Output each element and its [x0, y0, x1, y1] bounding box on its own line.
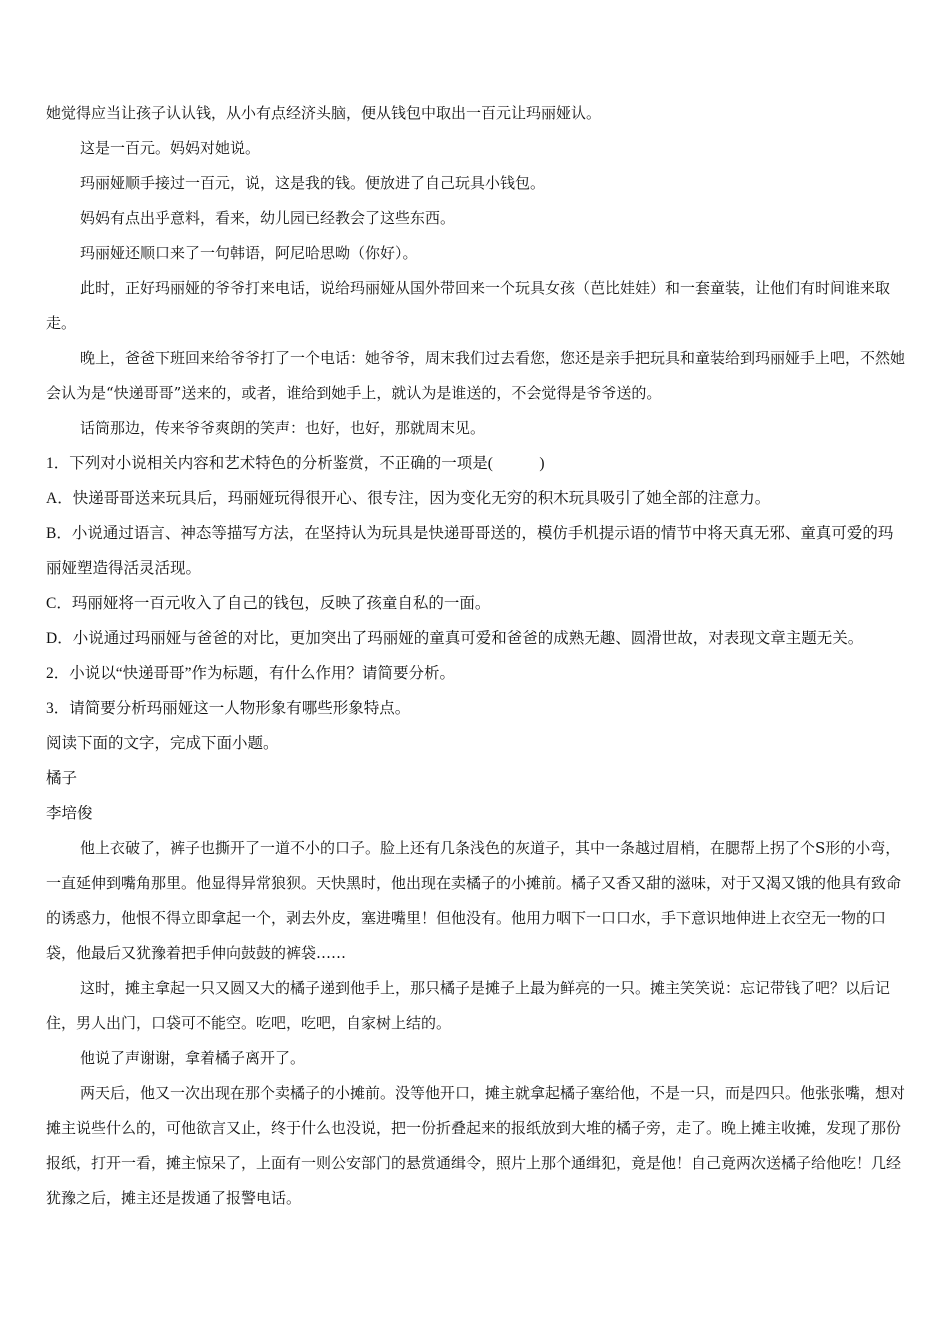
story-paragraph: 她觉得应当让孩子认认钱，从小有点经济头脑，便从钱包中取出一百元让玛丽娅认。	[46, 104, 602, 122]
story-paragraph: 他上衣破了，裤子也撕开了一道不小的口子。脸上还有几条浅色的灰道子，其中一条越过眉梢，在腮帮上拐了个S形的小弯，一直延伸到嘴角那里。他显得异常狼狈。天快黑时，他出现在卖橘子的小摊前。橘子又香又甜的滋味，对于又渴又饿的他具有致命的诱惑力，他恨不得立即拿起一个，剥去外皮，塞进嘴里！但他没有。他用力咽下一口口水，手下意识地伸进上衣空无一物的口袋，他最后又犹豫着把手伸向鼓鼓的裤袋……	[46, 839, 902, 962]
story-paragraph: 晚上，爸爸下班回来给爷爷打了一个电话：她爷爷，周末我们过去看您，您还是亲手把玩具和童装给到玛丽娅手上吧，不然她会认为是“快递哥哥”送来的，或者，谁给到她手上，就认为是谁送的，不会觉得是爷爷送的。	[46, 349, 906, 402]
question-2: 2．小说以“快递哥哥”作为标题，有什么作用？请简要分析。	[46, 665, 456, 682]
question-3: 3．请简要分析玛丽娅这一人物形象有哪些形象特点。	[46, 700, 411, 717]
story-paragraph: 话筒那边，传来爷爷爽朗的笑声：也好，也好，那就周末见。	[80, 419, 486, 437]
story-paragraph: 这是一百元。妈妈对她说。	[80, 139, 261, 157]
story-paragraph: 此时，正好玛丽娅的爷爷打来电话，说给玛丽娅从国外带回来一个玩具女孩（芭比娃娃）和一套童装，让他们有时间谁来取走。	[46, 279, 891, 332]
story-paragraph: 玛丽娅顺手接过一百元，说，这是我的钱。便放进了自己玩具小钱包。	[80, 174, 546, 192]
story-paragraph: 玛丽娅还顺口来了一句韩语，阿尼哈思呦（你好）。	[80, 244, 418, 262]
story-paragraph: 他说了声谢谢，拿着橘子离开了。	[80, 1049, 306, 1067]
option-d: D．小说通过玛丽娅与爸爸的对比，更加突出了玛丽娅的童真可爱和爸爸的成熟无趣、圆滑世故，对表现文章主题无关。	[46, 630, 864, 647]
option-b: B．小说通过语言、神态等描写方法，在坚持认为玩具是快递哥哥送的，模仿手机提示语的情节中将天真无邪、童真可爱的玛丽娅塑造得活灵活现。	[46, 525, 894, 577]
option-c: C．玛丽娅将一百元收入了自己的钱包，反映了孩童自私的一面。	[46, 595, 491, 612]
option-a: A．快递哥哥送来玩具后，玛丽娅玩得很开心、很专注，因为变化无穷的积木玩具吸引了她全部的注意力。	[46, 490, 771, 507]
story-paragraph: 妈妈有点出乎意料，看来，幼儿园已经教会了这些东西。	[80, 209, 456, 227]
story-title: 橘子	[46, 770, 78, 787]
document-page	[46, 96, 906, 1216]
question-1: 1．下列对小说相关内容和艺术特色的分析鉴赏，不正确的一项是( )	[46, 455, 545, 472]
story-author: 李培俊	[46, 805, 93, 822]
story-paragraph: 这时，摊主拿起一只又圆又大的橘子递到他手上，那只橘子是摊子上最为鲜亮的一只。摊主笑笑说：忘记带钱了吧？以后记住，男人出门，口袋可不能空。吃吧，吃吧，自家树上结的。	[46, 979, 891, 1032]
story-paragraph: 两天后，他又一次出现在那个卖橘子的小摊前。没等他开口，摊主就拿起橘子塞给他，不是一只，而是四只。他张张嘴，想对摊主说些什么的，可他欲言又止，终于什么也没说，把一份折叠起来的报纸放到大堆的橘子旁，走了。晚上摊主收摊，发现了那份报纸，打开一看，摊主惊呆了，上面有一则公安部门的悬赏通缉令，照片上那个通缉犯，竟是他！自己竟两次送橘子给他吃！几经犹豫之后，摊主还是拨通了报警电话。	[46, 1084, 906, 1207]
reading-instruction: 阅读下面的文字，完成下面小题。	[46, 735, 279, 752]
